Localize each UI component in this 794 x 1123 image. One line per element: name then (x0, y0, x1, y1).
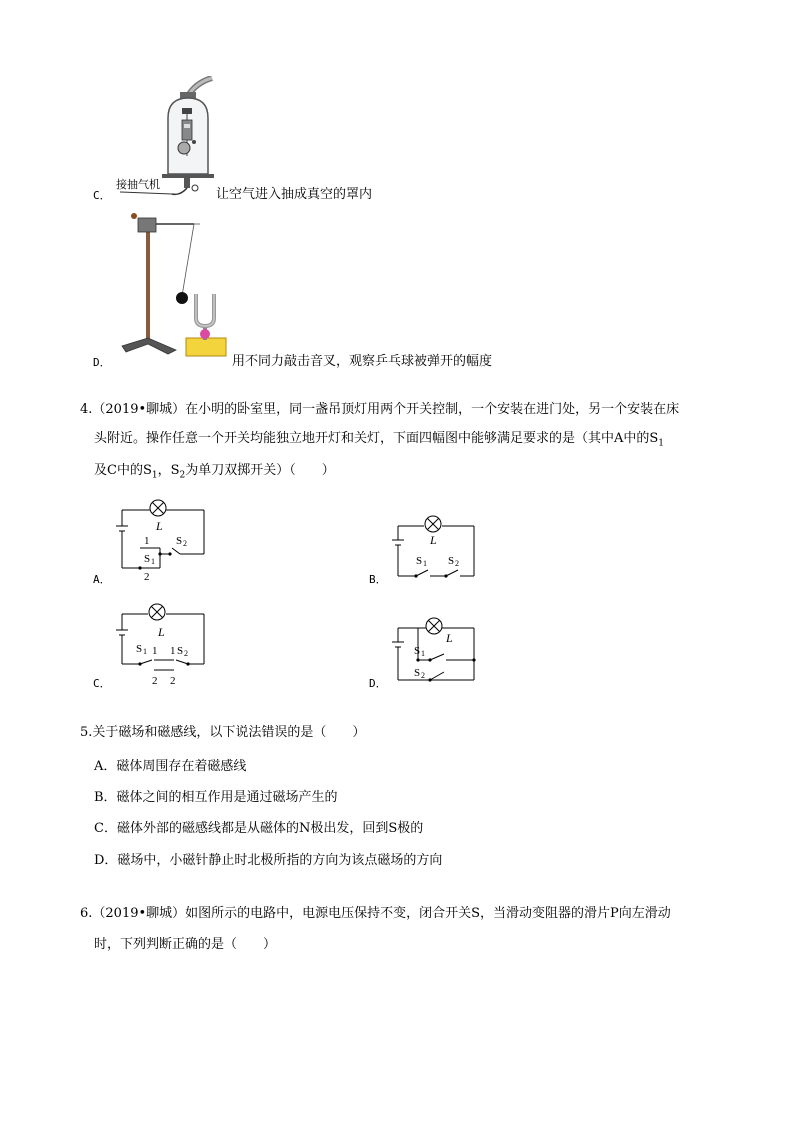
svg-text:1: 1 (143, 647, 147, 656)
q4-option-d-letter: D． (369, 677, 387, 690)
q3-option-c-text: 让空气进入抽成真空的罩内 (216, 187, 373, 202)
svg-text:L: L (430, 533, 437, 547)
svg-text:2: 2 (184, 649, 188, 658)
circuit-d (390, 614, 482, 686)
tuning-fork-illustration (116, 210, 228, 362)
q4-stem-line3-a: 及C中的S (94, 463, 152, 478)
circuit-c (112, 600, 212, 690)
a-pos1-label: 1 (144, 535, 150, 547)
svg-text:S: S (414, 645, 421, 657)
circuit-c-diagram (112, 600, 212, 690)
q3-option-c-letter: C． (93, 189, 111, 202)
q4-stem-line3-c: 为单刀双掷开关）（ ） (185, 463, 335, 478)
q5-option-b: B．磁体之间的相互作用是通过磁场产生的 (94, 790, 338, 805)
svg-text:S: S (177, 645, 184, 657)
vacuum-pump-label: 接抽气机 (116, 178, 160, 191)
svg-text:2: 2 (183, 539, 187, 548)
q4-option-c-letter: C． (93, 677, 111, 690)
svg-text:L: L (446, 631, 453, 645)
svg-text:1: 1 (421, 649, 425, 658)
q5-option-d: D．磁场中，小磁针静止时北极所指的方向为该点磁场的方向 (94, 853, 443, 868)
q3-option-d-letter: D． (93, 356, 111, 369)
q4-stem-line3-b: ，S (157, 463, 180, 478)
svg-text:2: 2 (152, 675, 158, 687)
q5-option-c: C．磁体外部的磁感线都是从磁体的N极出发，回到S极的 (94, 821, 424, 836)
q4-stem-line2 (94, 430, 664, 453)
svg-text:1: 1 (151, 557, 155, 566)
q4-stem-line3-sub1: 1 (151, 470, 158, 481)
circuit-b (390, 512, 480, 582)
svg-text:S: S (136, 643, 143, 655)
svg-text:1: 1 (152, 645, 158, 657)
q4-stem-line3-sub2: 2 (179, 470, 186, 481)
svg-text:L: L (158, 625, 165, 639)
circuit-a-diagram (112, 496, 212, 586)
q6-stem-line1: 6.（2019•聊城）如图所示的电路中，电源电压保持不变，闭合开关S，当滑动变阻器的滑片P向左滑动 (80, 906, 671, 921)
svg-text:2: 2 (421, 671, 425, 680)
circuit-b-diagram (390, 512, 480, 582)
svg-text:1: 1 (423, 559, 427, 568)
svg-text:S: S (448, 555, 455, 567)
q4-stem-line1: 4.（2019•聊城）在小明的卧室里，同一盏吊顶灯用两个开关控制，一个安装在进门处，另一个安装在床 (80, 402, 680, 417)
svg-text:1: 1 (170, 645, 176, 657)
q4-stem-line2-sub: 1 (658, 438, 665, 449)
q6-stem-line2: 时，下列判断正确的是（ ） (94, 937, 277, 952)
svg-text:S: S (416, 555, 423, 567)
a-s2-label: S (176, 535, 183, 547)
q3-option-d-text: 用不同力敲击音叉，观察乒乓球被弹开的幅度 (232, 354, 493, 369)
q4-stem-line3 (94, 462, 335, 485)
svg-text:S: S (414, 667, 421, 679)
q4-stem-line2-text: 头附近。操作任意一个开关均能独立地开灯和关灯，下面四幅图中能够满足要求的是（其中A中的S (94, 431, 659, 446)
a-pos2-label: 2 (144, 571, 150, 583)
q4-option-a-letter: A． (93, 573, 111, 586)
q5-option-a: A．磁体周围存在着磁感线 (94, 759, 247, 774)
lamp-label: L (156, 519, 163, 533)
tuning-fork-figure (116, 210, 228, 362)
circuit-d-diagram (390, 614, 482, 686)
circuit-a (112, 496, 212, 586)
q5-stem: 5.关于磁场和磁感线，以下说法错误的是（ ） (80, 725, 366, 740)
svg-text:2: 2 (455, 559, 459, 568)
q4-option-b-letter: B． (369, 573, 387, 586)
svg-text:2: 2 (170, 675, 176, 687)
a-s1-label: S (144, 553, 151, 565)
